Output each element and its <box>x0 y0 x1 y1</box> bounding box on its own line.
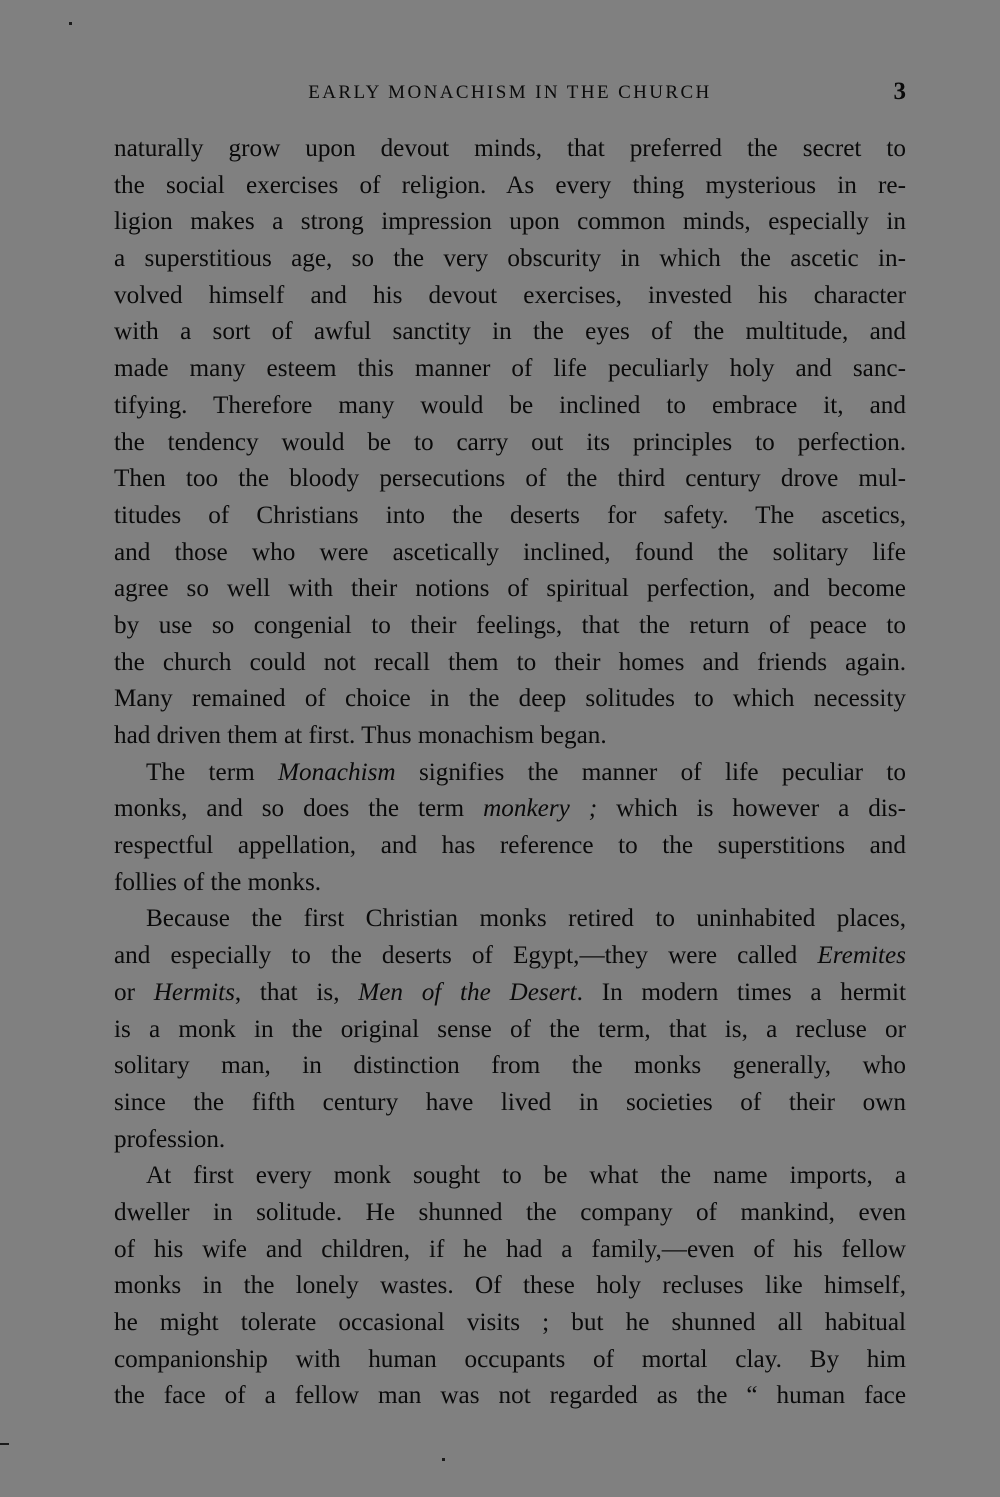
scan-speck <box>442 1458 445 1461</box>
text-segment: The term <box>146 758 279 786</box>
text-line <box>114 755 906 792</box>
text-line: titudes of Christians into the deserts for safety. The ascetics, <box>114 501 906 529</box>
text-line: since the fifth century have lived in societies of their own <box>114 1088 906 1116</box>
text-line: with a sort of awful sanctity in the eyes of the multitude, and <box>114 318 906 346</box>
scan-speck <box>69 22 72 25</box>
italic-term: Hermits <box>153 978 235 1006</box>
text-segment: and especially to the deserts of Egypt,—they were called <box>114 942 818 970</box>
italic-term: Eremites <box>817 942 906 970</box>
scan-speck <box>0 1443 9 1445</box>
text-segment: or <box>114 978 154 1006</box>
running-head <box>114 78 906 108</box>
text-line: of his wife and children, if he had a family,—even of his fellow <box>114 1235 906 1263</box>
text-line: naturally grow upon devout minds, that preferred the secret to <box>114 135 906 162</box>
text-segment: which is however a dis- <box>597 795 906 823</box>
text-line: had driven them at first. Thus monachism began. <box>114 722 607 749</box>
text-line: by use so congenial to their feelings, that the return of peace to <box>114 611 906 639</box>
text-line: solitary man, in distinction from the monks generally, who <box>114 1052 906 1080</box>
text-line: the tendency would be to carry out its principles to perfection. <box>114 428 906 456</box>
page-number: 3 <box>893 78 906 105</box>
text-line: the church could not recall them to their homes and friends again. <box>114 648 906 676</box>
text-line: profession. <box>114 1125 226 1153</box>
text-line: volved himself and his devout exercises, invested his character <box>114 281 906 309</box>
text-line: companionship with human occupants of mortal clay. By him <box>114 1345 906 1373</box>
text-segment: monks, and so does the term <box>114 795 484 823</box>
text-line: a superstitious age, so the very obscurity in which the ascetic in- <box>114 245 906 273</box>
text-line: monks in the lonely wastes. Of these holy recluses like himself, <box>114 1272 906 1300</box>
text-line <box>114 975 906 1012</box>
text-line: tifying. Therefore many would be inclined to embrace it, and <box>114 391 906 419</box>
italic-term: Men of the Desert <box>358 978 577 1006</box>
text-line: the social exercises of religion. As every thing mysterious in re- <box>114 171 906 199</box>
text-segment: , that is, <box>234 978 359 1006</box>
text-line: Then too the bloody persecutions of the third century drove mul- <box>114 465 906 493</box>
text-segment: signifies the manner of life peculiar to <box>395 758 906 786</box>
text-line <box>114 938 906 975</box>
text-line: and those who were ascetically inclined, found the solitary life <box>114 538 906 566</box>
text-segment: . In modern times a hermit <box>576 978 906 1006</box>
text-line: is a monk in the original sense of the term, that is, a recluse or <box>114 1015 906 1043</box>
text-line: Because the first Christian monks retired to uninhabited places, <box>146 905 906 933</box>
text-line: he might tolerate occasional visits ; but he shunned all habitual <box>114 1309 906 1336</box>
text-line: the face of a fellow man was not regarded as the “ human face <box>114 1382 906 1410</box>
body-text <box>114 131 906 1415</box>
text-line: agree so well with their notions of spiritual perfection, and become <box>114 575 906 603</box>
text-line: At first every monk sought to be what the name imports, a <box>146 1162 906 1190</box>
text-line: made many esteem this manner of life peculiarly holy and sanc- <box>114 355 906 383</box>
text-line: dweller in solitude. He shunned the company of mankind, even <box>114 1198 906 1226</box>
running-title: EARLY MONACHISM IN THE CHURCH <box>308 82 712 103</box>
text-line: respectful appellation, and has reference to the superstitions and <box>114 832 906 860</box>
text-line: Many remained of choice in the deep solitudes to which necessity <box>114 685 906 713</box>
text-line: ligion makes a strong impression upon common minds, especially in <box>114 208 906 236</box>
text-line: follies of the monks. <box>114 868 322 896</box>
italic-term: Monachism <box>278 758 396 786</box>
italic-term: monkery ; <box>483 795 598 823</box>
text-line <box>114 791 906 828</box>
